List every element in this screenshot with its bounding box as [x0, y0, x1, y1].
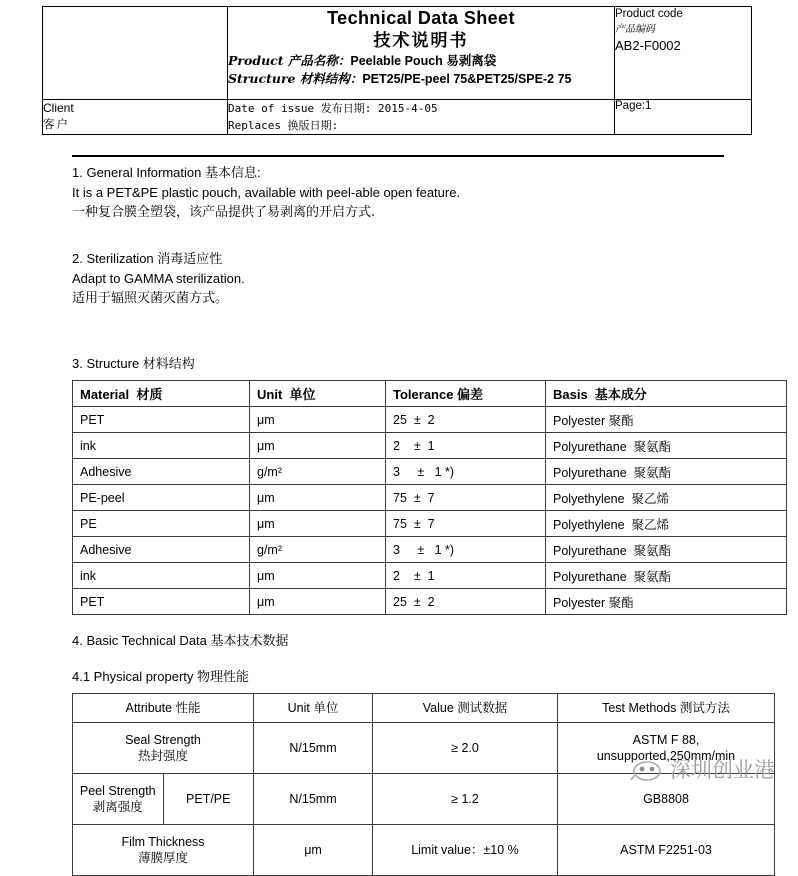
physical-col-value: Value 测试数据 — [373, 694, 558, 723]
section-general-heading: 1. General Information 基本信息: — [72, 165, 261, 180]
attribute-en: Peel Strength — [79, 783, 156, 798]
structure-col-unit: Unit 单位 — [250, 381, 386, 407]
section-sterilization-text-cn: 适用于辐照灭菌灭菌方式。 — [72, 291, 229, 307]
table-row — [73, 825, 775, 876]
cell-material: PET — [73, 407, 250, 433]
header-logo-cell — [43, 7, 228, 100]
watermark-text: 深圳创业港 — [670, 758, 775, 782]
structure-table — [72, 380, 787, 615]
cell-unit: μm — [250, 407, 386, 433]
cell-tolerance: 25 ± 2 — [386, 589, 546, 615]
test-method-line1: ASTM F 88, — [632, 732, 700, 747]
cell-basis: Polyurethane 聚氨酯 — [546, 563, 787, 589]
product-code-cell — [615, 7, 752, 100]
test-method-line2: unsupported,250mm/min — [596, 749, 736, 764]
cell-unit: g/m² — [250, 459, 386, 485]
product-code-label-cn: 产品编码 — [615, 23, 655, 35]
physical-table-header-row — [73, 694, 775, 723]
physical-property-table — [72, 693, 775, 876]
attribute-cn: 薄膜厚度 — [137, 850, 188, 866]
header-title-row — [43, 7, 752, 100]
structure-col-tolerance: Tolerance 偏差 — [386, 381, 546, 407]
cell-basis: Polyurethane 聚氨酯 — [546, 459, 787, 485]
client-label-cn: 客户 — [43, 117, 70, 132]
physical-col-unit: Unit 单位 — [254, 694, 373, 723]
client-label-en: Client — [43, 101, 74, 115]
structure-line — [228, 70, 614, 88]
cell-basis: Polyurethane 聚氨酯 — [546, 537, 787, 563]
table-row — [73, 407, 787, 433]
cell-unit: μm — [250, 563, 386, 589]
physical-col-attribute: Attribute 性能 — [73, 694, 254, 723]
cell-unit: N/15mm — [254, 774, 373, 825]
product-name-value: Peelable Pouch 易剥离袋 — [350, 53, 497, 68]
section-structure-heading: 3. Structure 材料结构 — [72, 355, 195, 371]
structure-value: PET25/PE-peel 75&PET25/SPE-2 75 — [362, 71, 572, 86]
product-name-line — [228, 52, 614, 70]
document-title-cn: 技术说明书 — [373, 30, 469, 51]
table-row — [73, 563, 787, 589]
cell-basis: Polyester 聚酯 — [546, 589, 787, 615]
header-divider-rule — [72, 155, 724, 157]
product-name-label: Product 产品名称： — [228, 52, 351, 68]
attribute-cn: 剥离强度 — [92, 799, 143, 815]
cell-tolerance: 25 ± 2 — [386, 407, 546, 433]
cell-unit: μm — [250, 485, 386, 511]
table-row — [73, 511, 787, 537]
cell-attribute — [73, 723, 254, 774]
table-row — [73, 459, 787, 485]
cell-attribute — [73, 825, 254, 876]
document-title-en: Technical Data Sheet — [327, 8, 515, 28]
document-body — [72, 163, 762, 876]
header-title-cell — [228, 7, 615, 100]
table-row — [73, 433, 787, 459]
date-of-issue: Date of issue 发布日期: 2015-4-05 — [228, 102, 438, 115]
section-general-text-cn: 一种复合膜全塑袋，该产品提供了易剥离的开启方式. — [72, 204, 376, 220]
cell-tolerance: 3 ± 1 *) — [386, 459, 546, 485]
cell-basis: Polyethylene 聚乙烯 — [546, 485, 787, 511]
cell-unit: μm — [250, 511, 386, 537]
cell-value: ≥ 2.0 — [373, 723, 558, 774]
page-cell — [615, 100, 752, 135]
cell-material: ink — [73, 433, 250, 459]
cell-material: PE — [73, 511, 250, 537]
cell-unit: g/m² — [250, 537, 386, 563]
structure-table-header-row — [73, 381, 787, 407]
cell-unit: μm — [250, 589, 386, 615]
cell-tolerance: 3 ± 1 *) — [386, 537, 546, 563]
table-row — [73, 723, 775, 774]
document-header-table — [42, 6, 752, 135]
product-code-value: AB2-F0002 — [615, 37, 681, 53]
section-basic-technical-heading: 4. Basic Technical Data 基本技术数据 — [72, 633, 289, 649]
cell-attribute — [73, 774, 164, 825]
cell-tolerance: 75 ± 7 — [386, 485, 546, 511]
page-number: Page:1 — [615, 100, 652, 112]
cell-basis: Polyethylene 聚乙烯 — [546, 511, 787, 537]
structure-col-basis: Basis 基本成分 — [546, 381, 787, 407]
cell-test-method: ASTM F2251-03 — [558, 825, 775, 876]
cell-value: Limit value：±10 % — [373, 825, 558, 876]
table-row — [73, 537, 787, 563]
cell-material: Adhesive — [73, 459, 250, 485]
cell-material: Adhesive — [73, 537, 250, 563]
attribute-en: Seal Strength — [125, 732, 201, 747]
structure-col-material: Material 材质 — [73, 381, 250, 407]
table-row — [73, 485, 787, 511]
cell-tolerance: 2 ± 1 — [386, 563, 546, 589]
cell-test-method — [558, 723, 775, 774]
cell-basis: Polyester 聚酯 — [546, 407, 787, 433]
cell-tolerance: 2 ± 1 — [386, 433, 546, 459]
section-general-text-en: It is a PET&PE plastic pouch, available with peel-able open feature. — [72, 184, 461, 200]
client-cell — [43, 100, 228, 135]
section-sterilization-heading: 2. Sterilization 消毒适应性 — [72, 251, 223, 267]
cell-material: ink — [73, 563, 250, 589]
cell-tolerance: 75 ± 7 — [386, 511, 546, 537]
attribute-cn: 热封强度 — [137, 748, 188, 764]
cell-unit: N/15mm — [254, 723, 373, 774]
physical-col-test-methods: Test Methods 测试方法 — [558, 694, 775, 723]
section-sterilization-text-en: Adapt to GAMMA sterilization. — [72, 270, 245, 286]
cell-material: PE-peel — [73, 485, 250, 511]
cell-unit: μm — [250, 433, 386, 459]
attribute-en: Film Thickness — [121, 834, 205, 849]
product-code-label-en: Product code — [615, 8, 683, 20]
structure-label: Structure 材料结构： — [228, 70, 363, 86]
date-cell — [228, 100, 615, 135]
table-row — [73, 589, 787, 615]
cell-material: PET — [73, 589, 250, 615]
table-row — [73, 774, 775, 825]
cell-unit: μm — [254, 825, 373, 876]
cell-value: ≥ 1.2 — [373, 774, 558, 825]
header-meta-row — [43, 100, 752, 135]
cell-basis: Polyurethane 聚氨酯 — [546, 433, 787, 459]
cell-attribute-sub: PET/PE — [163, 774, 254, 825]
section-physical-property-heading: 4.1 Physical property 物理性能 — [72, 668, 250, 684]
cell-test-method: GB8808 — [558, 774, 775, 825]
replaces-date: Replaces 换版日期: — [228, 119, 339, 133]
